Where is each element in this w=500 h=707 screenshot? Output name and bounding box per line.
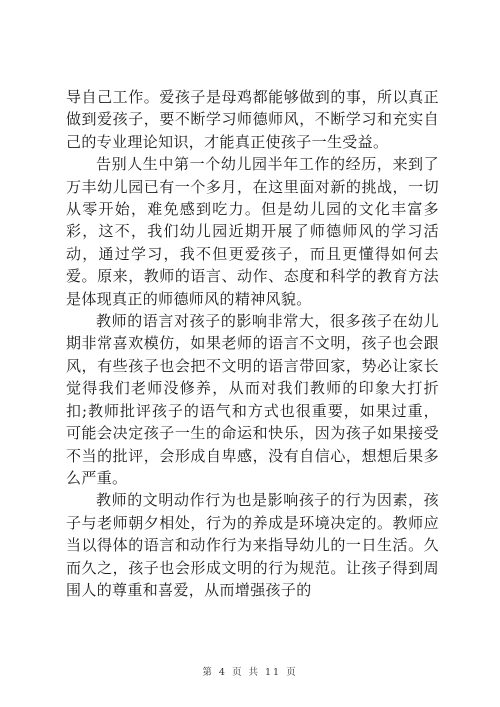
document-body [66, 86, 439, 601]
paragraph-3: 教师的语言对孩子的影响非常大，很多孩子在幼儿期非常喜欢模仿，如果老师的语言不文明，孩子也会跟风，有些孩子也会把不文明的语言带回家，势必让家长觉得我们老师没修养，从而对我们教师的印象大打折扣;教师批评孩子的语气和方式也很重要，如果过重，可能会决定孩子一生的命运和快乐，因为孩子如果接受不当的批评，会形成自卑感，没有自信心，想想后果多么严重。 [66, 312, 439, 487]
paragraph-1: 导自己工作。爱孩子是母鸡都能够做到的事，所以真正做到爱孩子，要不断学习师德师风，不断学习和充实自己的专业理论知识，才能真正使孩子一生受益。 [66, 88, 439, 151]
page-number-footer: 第 4 页 共 11 页 [202, 667, 298, 678]
paragraph-2: 告别人生中第一个幼儿园半年工作的经历，来到了万丰幼儿园已有一个多月，在这里面对新的挑战，一切从零开始，难免感到吃力。但是幼儿园的文化丰富多彩，这不，我们幼儿园近期开展了师德师风的学习活动，通过学习，我不但更爱孩子，而且更懂得如何去爱。原来，教师的语言、动作、态度和科学的教育方法是体现真正的师德师风的精神风貌。 [66, 155, 439, 308]
paragraph-4: 教师的文明动作行为也是影响孩子的行为因素，孩子与老师朝夕相处，行为的养成是环境决定的。教师应当以得体的语言和动作行为来指导幼儿的一日生活。久而久之，孩子也会形成文明的行为规范。让孩子得到周围人的尊重和喜爱，从而增强孩子的 [66, 491, 439, 599]
